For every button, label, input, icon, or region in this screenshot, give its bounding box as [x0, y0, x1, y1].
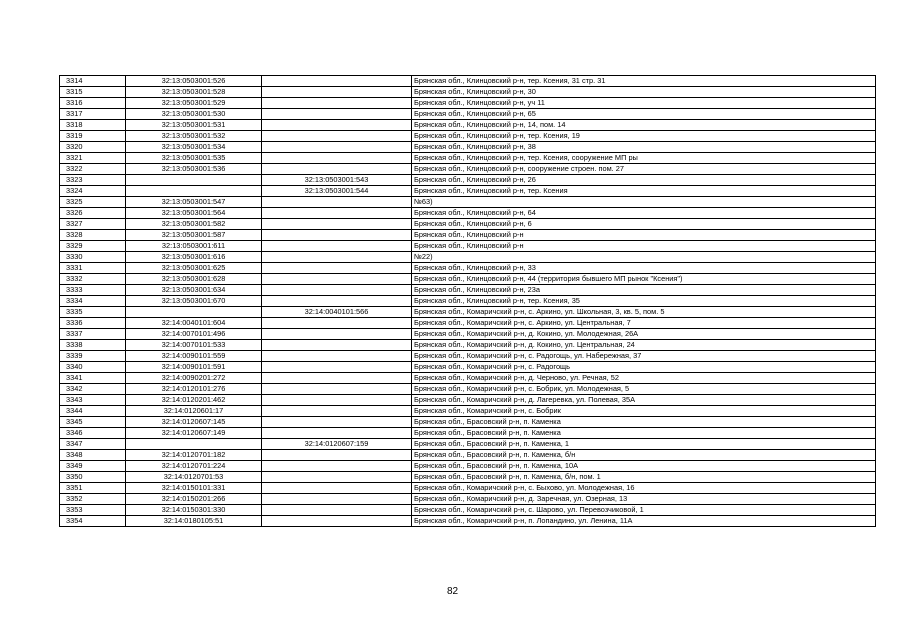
- cadastral-number-cell: [126, 186, 262, 197]
- table-row: [60, 98, 876, 109]
- cadastral-number-alt-cell: [262, 516, 412, 527]
- row-number-cell: 3332: [60, 274, 126, 285]
- address-cell: Брянская обл., Комаричский р-н, п. Лопандино, ул. Ленина, 11А: [412, 516, 876, 527]
- address-cell: Брянская обл., Клинцовский р-н: [412, 230, 876, 241]
- row-number-cell: 3315: [60, 87, 126, 98]
- cadastral-number-alt-cell: [262, 263, 412, 274]
- row-number-cell: 3317: [60, 109, 126, 120]
- table-row: [60, 318, 876, 329]
- cadastral-number-cell: 32:13:0503001:634: [126, 285, 262, 296]
- cadastral-number-alt-cell: [262, 340, 412, 351]
- cadastral-number-cell: 32:13:0503001:526: [126, 76, 262, 87]
- address-cell: №22): [412, 252, 876, 263]
- address-cell: Брянская обл., Клинцовский р-н, сооружение строен. пом. 27: [412, 164, 876, 175]
- row-number-cell: 3320: [60, 142, 126, 153]
- address-cell: Брянская обл., Клинцовский р-н, тер. Ксения, 31 стр. 31: [412, 76, 876, 87]
- address-cell: Брянская обл., Клинцовский р-н, тер. Ксения, 19: [412, 131, 876, 142]
- records-table-body: [60, 76, 876, 527]
- row-number-cell: 3327: [60, 219, 126, 230]
- cadastral-number-alt-cell: [262, 428, 412, 439]
- cadastral-number-cell: [126, 175, 262, 186]
- cadastral-number-alt-cell: [262, 285, 412, 296]
- row-number-cell: 3333: [60, 285, 126, 296]
- table-row: [60, 307, 876, 318]
- row-number-cell: 3338: [60, 340, 126, 351]
- cadastral-number-alt-cell: [262, 318, 412, 329]
- cadastral-number-cell: 32:13:0503001:611: [126, 241, 262, 252]
- cadastral-number-cell: 32:13:0503001:628: [126, 274, 262, 285]
- address-cell: Брянская обл., Клинцовский р-н: [412, 241, 876, 252]
- address-cell: Брянская обл., Клинцовский р-н, 30: [412, 87, 876, 98]
- cadastral-number-cell: 32:13:0503001:536: [126, 164, 262, 175]
- cadastral-number-cell: 32:14:0120701:182: [126, 450, 262, 461]
- cadastral-number-alt-cell: [262, 483, 412, 494]
- row-number-cell: 3348: [60, 450, 126, 461]
- cadastral-number-cell: 32:14:0090201:272: [126, 373, 262, 384]
- cadastral-number-alt-cell: [262, 406, 412, 417]
- row-number-cell: 3347: [60, 439, 126, 450]
- row-number-cell: 3329: [60, 241, 126, 252]
- address-cell: Брянская обл., Брасовский р-н, п. Каменка: [412, 417, 876, 428]
- cadastral-number-cell: 32:13:0503001:582: [126, 219, 262, 230]
- address-cell: Брянская обл., Комаричский р-н, с. Шарово, ул. Перевозчиковой, 1: [412, 505, 876, 516]
- row-number-cell: 3354: [60, 516, 126, 527]
- table-row: [60, 417, 876, 428]
- cadastral-number-alt-cell: 32:14:0040101:566: [262, 307, 412, 318]
- row-number-cell: 3335: [60, 307, 126, 318]
- cadastral-number-alt-cell: [262, 505, 412, 516]
- cadastral-number-alt-cell: [262, 241, 412, 252]
- cadastral-number-alt-cell: [262, 450, 412, 461]
- table-row: [60, 439, 876, 450]
- table-row: [60, 274, 876, 285]
- table-row: [60, 384, 876, 395]
- row-number-cell: 3336: [60, 318, 126, 329]
- cadastral-number-cell: 32:13:0503001:528: [126, 87, 262, 98]
- row-number-cell: 3343: [60, 395, 126, 406]
- cadastral-number-alt-cell: [262, 230, 412, 241]
- table-row: [60, 285, 876, 296]
- row-number-cell: 3346: [60, 428, 126, 439]
- cadastral-number-alt-cell: 32:13:0503001:543: [262, 175, 412, 186]
- address-cell: Брянская обл., Клинцовский р-н, 23а: [412, 285, 876, 296]
- table-row: [60, 131, 876, 142]
- table-row: [60, 351, 876, 362]
- table-row: [60, 208, 876, 219]
- row-number-cell: 3349: [60, 461, 126, 472]
- page-number: 82: [446, 586, 459, 597]
- row-number-cell: 3344: [60, 406, 126, 417]
- row-number-cell: 3334: [60, 296, 126, 307]
- cadastral-number-cell: 32:13:0503001:670: [126, 296, 262, 307]
- table-row: [60, 263, 876, 274]
- cadastral-number-alt-cell: [262, 373, 412, 384]
- address-cell: Брянская обл., Клинцовский р-н, тер. Ксения, 35: [412, 296, 876, 307]
- address-cell: Брянская обл., Клинцовский р-н, тер. Ксения, сооружение МП ры: [412, 153, 876, 164]
- cadastral-number-cell: 32:14:0070101:533: [126, 340, 262, 351]
- cadastral-number-alt-cell: [262, 87, 412, 98]
- address-cell: Брянская обл., Клинцовский р-н, 65: [412, 109, 876, 120]
- cadastral-number-cell: 32:14:0180105:51: [126, 516, 262, 527]
- address-cell: Брянская обл., Клинцовский р-н, 38: [412, 142, 876, 153]
- table-row: [60, 76, 876, 87]
- cadastral-number-cell: 32:13:0503001:529: [126, 98, 262, 109]
- address-cell: Брянская обл., Брасовский р-н, п. Каменка, 1: [412, 439, 876, 450]
- cadastral-number-alt-cell: [262, 329, 412, 340]
- address-cell: Брянская обл., Комаричский р-н, д. Заречная, ул. Озерная, 13: [412, 494, 876, 505]
- address-cell: Брянская обл., Комаричский р-н, д. Кокино, ул. Молодежная, 26А: [412, 329, 876, 340]
- row-number-cell: 3339: [60, 351, 126, 362]
- address-cell: Брянская обл., Брасовский р-н, п. Каменка, б/н, пом. 1: [412, 472, 876, 483]
- cadastral-number-cell: 32:13:0503001:534: [126, 142, 262, 153]
- table-row: [60, 494, 876, 505]
- cadastral-number-cell: 32:14:0090101:559: [126, 351, 262, 362]
- table-row: [60, 505, 876, 516]
- row-number-cell: 3322: [60, 164, 126, 175]
- table-row: [60, 164, 876, 175]
- table-row: [60, 186, 876, 197]
- row-number-cell: 3318: [60, 120, 126, 131]
- address-cell: Брянская обл., Комаричский р-н, с. Быхово, ул. Молодежная, 16: [412, 483, 876, 494]
- cadastral-number-alt-cell: [262, 76, 412, 87]
- address-cell: Брянская обл., Клинцовский р-н, 44 (территория бывшего МП рынок "Ксения"): [412, 274, 876, 285]
- cadastral-number-cell: 32:14:0120101:276: [126, 384, 262, 395]
- table-row: [60, 175, 876, 186]
- row-number-cell: 3340: [60, 362, 126, 373]
- address-cell: Брянская обл., Клинцовский р-н, 6: [412, 219, 876, 230]
- address-cell: Брянская обл., Брасовский р-н, п. Каменка: [412, 428, 876, 439]
- table-row: [60, 483, 876, 494]
- row-number-cell: 3337: [60, 329, 126, 340]
- cadastral-number-alt-cell: [262, 142, 412, 153]
- cadastral-number-alt-cell: [262, 219, 412, 230]
- cadastral-number-cell: 32:13:0503001:616: [126, 252, 262, 263]
- row-number-cell: 3342: [60, 384, 126, 395]
- cadastral-number-alt-cell: [262, 461, 412, 472]
- address-cell: Брянская обл., Комаричский р-н, д. Лагеревка, ул. Полевая, 35А: [412, 395, 876, 406]
- cadastral-number-alt-cell: [262, 109, 412, 120]
- row-number-cell: 3319: [60, 131, 126, 142]
- row-number-cell: 3352: [60, 494, 126, 505]
- cadastral-number-alt-cell: [262, 164, 412, 175]
- row-number-cell: 3316: [60, 98, 126, 109]
- row-number-cell: 3341: [60, 373, 126, 384]
- cadastral-number-alt-cell: [262, 395, 412, 406]
- address-cell: Брянская обл., Брасовский р-н, п. Каменка, 10А: [412, 461, 876, 472]
- cadastral-number-cell: [126, 307, 262, 318]
- address-cell: Брянская обл., Комаричский р-н, с. Радогощь, ул. Набережная, 37: [412, 351, 876, 362]
- cadastral-number-alt-cell: [262, 197, 412, 208]
- cadastral-number-alt-cell: [262, 472, 412, 483]
- table-row: [60, 197, 876, 208]
- cadastral-number-alt-cell: [262, 252, 412, 263]
- address-cell: Брянская обл., Комаричский р-н, с. Аркино, ул. Центральная, 7: [412, 318, 876, 329]
- table-row: [60, 153, 876, 164]
- address-cell: Брянская обл., Клинцовский р-н, тер. Ксения: [412, 186, 876, 197]
- table-row: [60, 406, 876, 417]
- cadastral-number-alt-cell: [262, 384, 412, 395]
- address-cell: Брянская обл., Комаричский р-н, с. Бобрик, ул. Молодежная, 5: [412, 384, 876, 395]
- cadastral-number-alt-cell: [262, 120, 412, 131]
- table-row: [60, 142, 876, 153]
- cadastral-number-cell: 32:14:0120201:462: [126, 395, 262, 406]
- cadastral-number-cell: 32:13:0503001:531: [126, 120, 262, 131]
- cadastral-number-alt-cell: [262, 351, 412, 362]
- table-row: [60, 87, 876, 98]
- address-cell: Брянская обл., Клинцовский р-н, уч 11: [412, 98, 876, 109]
- table-row: [60, 428, 876, 439]
- table-row: [60, 395, 876, 406]
- row-number-cell: 3324: [60, 186, 126, 197]
- cadastral-number-cell: 32:13:0503001:625: [126, 263, 262, 274]
- cadastral-number-alt-cell: [262, 208, 412, 219]
- address-cell: Брянская обл., Комаричский р-н, с. Радогощь: [412, 362, 876, 373]
- row-number-cell: 3351: [60, 483, 126, 494]
- table-row: [60, 120, 876, 131]
- cadastral-number-alt-cell: [262, 362, 412, 373]
- row-number-cell: 3323: [60, 175, 126, 186]
- table-row: [60, 472, 876, 483]
- cadastral-number-cell: 32:14:0120607:145: [126, 417, 262, 428]
- address-cell: Брянская обл., Комаричский р-н, д. Кокино, ул. Центральная, 24: [412, 340, 876, 351]
- address-cell: Брянская обл., Клинцовский р-н, 26: [412, 175, 876, 186]
- cadastral-number-cell: 32:14:0090101:591: [126, 362, 262, 373]
- row-number-cell: 3350: [60, 472, 126, 483]
- address-cell: Брянская обл., Брасовский р-н, п. Каменка, б/н: [412, 450, 876, 461]
- cadastral-number-cell: 32:14:0120701:224: [126, 461, 262, 472]
- table-row: [60, 230, 876, 241]
- address-cell: Брянская обл., Комаричский р-н, с. Бобрик: [412, 406, 876, 417]
- row-number-cell: 3325: [60, 197, 126, 208]
- address-cell: №63): [412, 197, 876, 208]
- cadastral-number-alt-cell: [262, 274, 412, 285]
- table-row: [60, 450, 876, 461]
- cadastral-number-alt-cell: 32:13:0503001:544: [262, 186, 412, 197]
- row-number-cell: 3331: [60, 263, 126, 274]
- cadastral-number-cell: 32:14:0150101:331: [126, 483, 262, 494]
- table-row: [60, 516, 876, 527]
- cadastral-number-alt-cell: [262, 98, 412, 109]
- row-number-cell: 3345: [60, 417, 126, 428]
- cadastral-number-cell: 32:13:0503001:532: [126, 131, 262, 142]
- row-number-cell: 3330: [60, 252, 126, 263]
- table-row: [60, 241, 876, 252]
- row-number-cell: 3321: [60, 153, 126, 164]
- cadastral-number-cell: 32:14:0070101:496: [126, 329, 262, 340]
- cadastral-number-cell: 32:14:0150201:266: [126, 494, 262, 505]
- cadastral-number-cell: 32:14:0120607:149: [126, 428, 262, 439]
- cadastral-number-cell: 32:14:0150301:330: [126, 505, 262, 516]
- records-table: [59, 75, 876, 527]
- table-row: [60, 373, 876, 384]
- cadastral-number-alt-cell: [262, 296, 412, 307]
- address-cell: Брянская обл., Клинцовский р-н, 64: [412, 208, 876, 219]
- table-row: [60, 340, 876, 351]
- table-row: [60, 461, 876, 472]
- table-row: [60, 362, 876, 373]
- cadastral-number-cell: 32:13:0503001:530: [126, 109, 262, 120]
- cadastral-number-cell: 32:13:0503001:535: [126, 153, 262, 164]
- cadastral-number-cell: 32:13:0503001:587: [126, 230, 262, 241]
- row-number-cell: 3326: [60, 208, 126, 219]
- address-cell: Брянская обл., Комаричский р-н, с. Аркино, ул. Школьная, 3, кв. 5, пом. 5: [412, 307, 876, 318]
- cadastral-number-cell: 32:13:0503001:564: [126, 208, 262, 219]
- cadastral-number-alt-cell: 32:14:0120607:159: [262, 439, 412, 450]
- row-number-cell: 3314: [60, 76, 126, 87]
- cadastral-number-cell: [126, 439, 262, 450]
- address-cell: Брянская обл., Комаричский р-н, д. Черново, ул. Речная, 52: [412, 373, 876, 384]
- cadastral-number-cell: 32:13:0503001:547: [126, 197, 262, 208]
- cadastral-number-alt-cell: [262, 417, 412, 428]
- table-row: [60, 296, 876, 307]
- cadastral-number-alt-cell: [262, 494, 412, 505]
- table-row: [60, 219, 876, 230]
- cadastral-number-cell: 32:14:0120601:17: [126, 406, 262, 417]
- cadastral-number-cell: 32:14:0040101:604: [126, 318, 262, 329]
- address-cell: Брянская обл., Клинцовский р-н, 14, пом. 14: [412, 120, 876, 131]
- table-row: [60, 329, 876, 340]
- table-row: [60, 252, 876, 263]
- row-number-cell: 3328: [60, 230, 126, 241]
- row-number-cell: 3353: [60, 505, 126, 516]
- address-cell: Брянская обл., Клинцовский р-н, 33: [412, 263, 876, 274]
- cadastral-number-cell: 32:14:0120701:53: [126, 472, 262, 483]
- cadastral-number-alt-cell: [262, 131, 412, 142]
- table-row: [60, 109, 876, 120]
- cadastral-number-alt-cell: [262, 153, 412, 164]
